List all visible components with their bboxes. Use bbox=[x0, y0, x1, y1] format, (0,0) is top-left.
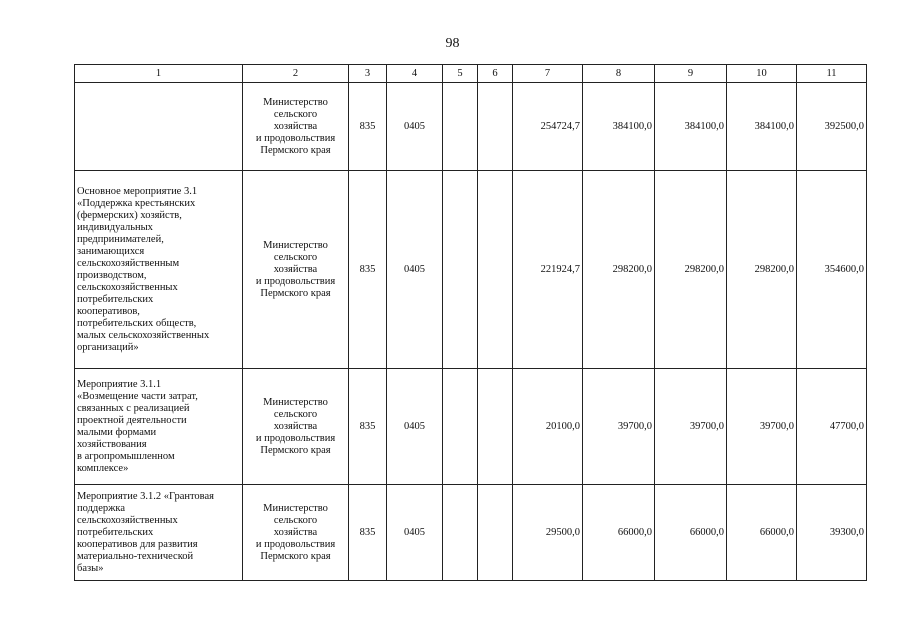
grbs-code-cell: 835 bbox=[349, 171, 387, 369]
column-6-cell bbox=[478, 171, 513, 369]
executor-cell: Министерство сельского хозяйства и продовольствия Пермского края bbox=[243, 171, 349, 369]
column-header-5: 5 bbox=[443, 65, 478, 83]
amount-cell: 384100,0 bbox=[583, 83, 655, 171]
column-header-8: 8 bbox=[583, 65, 655, 83]
activity-name-cell bbox=[75, 83, 243, 171]
column-header-4: 4 bbox=[387, 65, 443, 83]
amount-cell: 354600,0 bbox=[797, 171, 867, 369]
column-5-cell bbox=[443, 171, 478, 369]
column-6-cell bbox=[478, 369, 513, 485]
column-6-cell bbox=[478, 485, 513, 581]
column-header-2: 2 bbox=[243, 65, 349, 83]
column-5-cell bbox=[443, 485, 478, 581]
executor-cell: Министерство сельского хозяйства и продовольствия Пермского края bbox=[243, 369, 349, 485]
column-header-1: 1 bbox=[75, 65, 243, 83]
activity-name-cell: Мероприятие 3.1.1 «Возмещение части затрат, связанных с реализацией проектной деятельности малыми формами хозяйствования в агропромышленном комплексе» bbox=[75, 369, 243, 485]
executor-cell: Министерство сельского хозяйства и продовольствия Пермского края bbox=[243, 485, 349, 581]
activity-name-cell: Мероприятие 3.1.2 «Грантовая поддержка сельскохозяйственных потребительских кооперативов для развития материально-технической базы» bbox=[75, 485, 243, 581]
amount-cell: 298200,0 bbox=[655, 171, 727, 369]
amount-cell: 47700,0 bbox=[797, 369, 867, 485]
amount-cell: 39700,0 bbox=[583, 369, 655, 485]
column-header-3: 3 bbox=[349, 65, 387, 83]
grbs-code-cell: 835 bbox=[349, 369, 387, 485]
column-header-6: 6 bbox=[478, 65, 513, 83]
budget-table bbox=[74, 64, 867, 581]
amount-cell: 254724,7 bbox=[513, 83, 583, 171]
amount-cell: 39700,0 bbox=[655, 369, 727, 485]
column-6-cell bbox=[478, 83, 513, 171]
column-5-cell bbox=[443, 83, 478, 171]
table-row bbox=[75, 485, 867, 581]
amount-cell: 221924,7 bbox=[513, 171, 583, 369]
column-header-7: 7 bbox=[513, 65, 583, 83]
amount-cell: 392500,0 bbox=[797, 83, 867, 171]
table-row bbox=[75, 83, 867, 171]
amount-cell: 298200,0 bbox=[727, 171, 797, 369]
section-code-cell: 0405 bbox=[387, 83, 443, 171]
amount-cell: 39300,0 bbox=[797, 485, 867, 581]
page-number: 98 bbox=[445, 36, 460, 51]
amount-cell: 384100,0 bbox=[655, 83, 727, 171]
column-header-9: 9 bbox=[655, 65, 727, 83]
grbs-code-cell: 835 bbox=[349, 83, 387, 171]
executor-cell: Министерство сельского хозяйства и продовольствия Пермского края bbox=[243, 83, 349, 171]
grbs-code-cell: 835 bbox=[349, 485, 387, 581]
section-code-cell: 0405 bbox=[387, 171, 443, 369]
section-code-cell: 0405 bbox=[387, 485, 443, 581]
activity-name-cell: Основное мероприятие 3.1 «Поддержка крестьянских (фермерских) хозяйств, индивидуальных предпринимателей, занимающихся сельскохозяйственным производством, сельскохозяйственных потребительских кооперативов, потребительских обществ, малых сельскохозяйственных организаций» bbox=[75, 171, 243, 369]
column-header-11: 11 bbox=[797, 65, 867, 83]
amount-cell: 39700,0 bbox=[727, 369, 797, 485]
table-row bbox=[75, 369, 867, 485]
amount-cell: 66000,0 bbox=[583, 485, 655, 581]
amount-cell: 20100,0 bbox=[513, 369, 583, 485]
amount-cell: 66000,0 bbox=[727, 485, 797, 581]
amount-cell: 29500,0 bbox=[513, 485, 583, 581]
header-row bbox=[75, 65, 867, 83]
column-5-cell bbox=[443, 369, 478, 485]
table-row bbox=[75, 171, 867, 369]
amount-cell: 66000,0 bbox=[655, 485, 727, 581]
amount-cell: 384100,0 bbox=[727, 83, 797, 171]
section-code-cell: 0405 bbox=[387, 369, 443, 485]
amount-cell: 298200,0 bbox=[583, 171, 655, 369]
column-header-10: 10 bbox=[727, 65, 797, 83]
